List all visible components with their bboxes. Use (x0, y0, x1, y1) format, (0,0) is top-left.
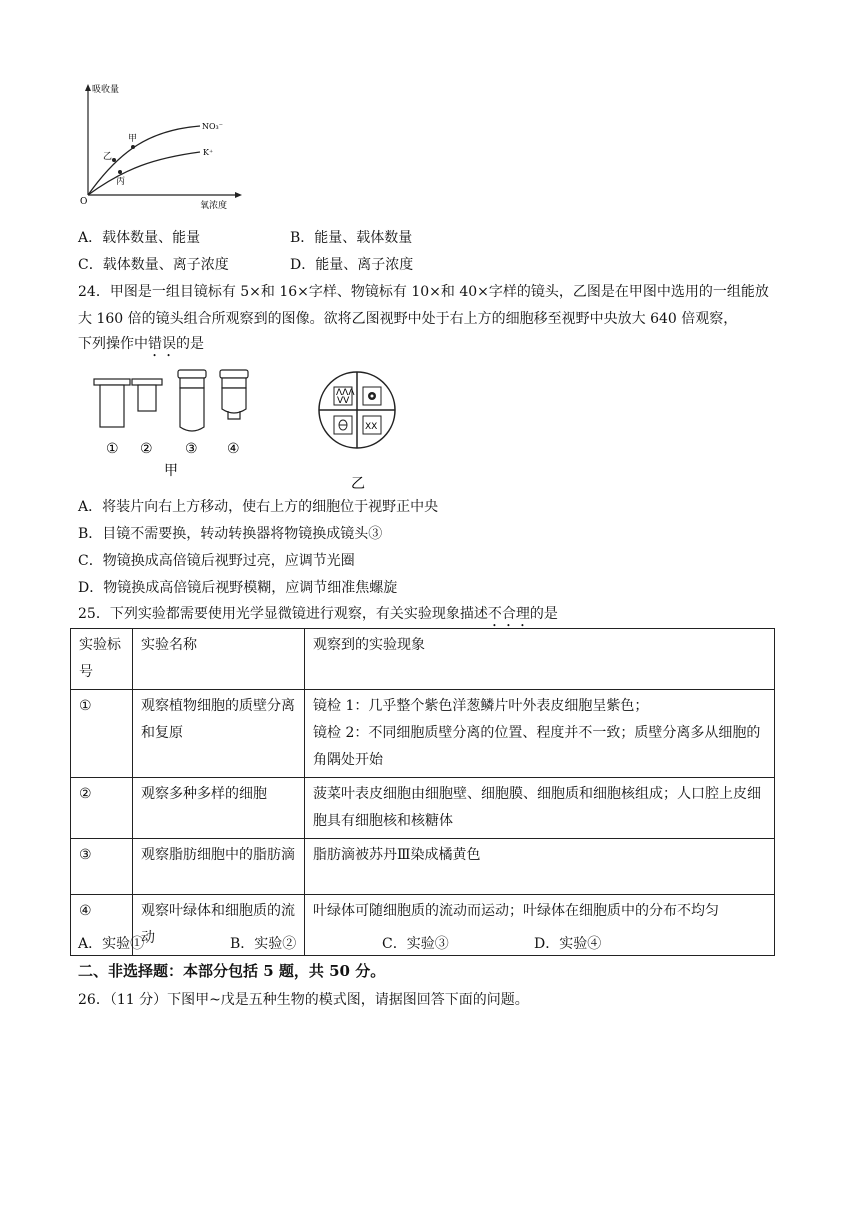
q25-stem (78, 604, 558, 630)
point-bing: 丙 (116, 177, 126, 187)
svg-text:VV: VV (337, 396, 350, 406)
q24-stem-line1: 24．甲图是一组目镜标有 5×和 16×字样、物镜标有 10×和 40×字样的镜头，乙图是在甲图中选用的一组能放 (78, 284, 769, 300)
q23-option-b: B．能量、载体数量 (290, 230, 413, 246)
lens-label-3: ③ (185, 441, 198, 457)
fig-jia-label: 甲 (164, 463, 178, 479)
svg-text:XX: XX (365, 422, 378, 432)
q24-stem-post: 的是 (176, 336, 204, 352)
q24-stem-line3 (78, 334, 204, 360)
q25-stem-emphasis: 不合理 (487, 606, 530, 622)
q25-stem-post: 的是 (529, 606, 558, 622)
svg-text:ΛΛΛ: ΛΛΛ (336, 388, 355, 398)
q25-stem-pre: 25．下列实验都需要使用光学显微镜进行观察，有关实验现象描述 (78, 606, 488, 622)
table-header-row (71, 629, 775, 690)
q23-option-a: A．载体数量、能量 (78, 230, 201, 246)
q23-option-d: D．能量、离子浓度 (290, 257, 414, 273)
row-name: 观察脂肪细胞中的脂肪滴 (133, 839, 305, 895)
row-result (305, 690, 775, 778)
q25-option-a: A．实验① (78, 936, 145, 952)
row-name: 观察植物细胞的质壁分离和复原 (133, 690, 305, 778)
table-header-name: 实验名称 (133, 629, 305, 690)
graph-origin: O (80, 197, 88, 207)
q24-stem-pre: 下列操作中 (78, 336, 148, 352)
experiment-table (70, 628, 775, 956)
row-result-line1: 镜检 1：几乎整个紫色洋葱鳞片叶外表皮细胞呈紫色； (313, 698, 649, 714)
q24-option-b: B．目镜不需要换，转动转换器将物镜换成镜头③ (78, 526, 383, 542)
curve1-label: NO₃⁻ (202, 122, 223, 131)
q24-option-a: A．将装片向右上方移动，使右上方的细胞位于视野正中央 (78, 499, 439, 515)
curve2-label: K⁺ (203, 148, 214, 157)
point-jia: 甲 (128, 134, 138, 144)
graph-xlabel: 氧浓度 (200, 201, 228, 210)
q24-stem-line2: 大 160 倍的镜头组合所观察到的图像。欲将乙图视野中处于右上方的细胞移至视野中央放大 640 倍观察， (78, 311, 738, 327)
row-result-line2: 镜检 2：不同细胞质壁分离的位置、程度并不一致；质壁分离多从细胞的角隅处开始 (313, 725, 761, 768)
microscope-view (315, 368, 405, 492)
absorption-graph (70, 80, 250, 210)
q23-option-c: C．载体数量、离子浓度 (78, 257, 229, 273)
table-row (71, 690, 775, 778)
row-result: 脂肪滴被苏丹Ⅲ染成橘黄色 (305, 839, 775, 895)
q24-stem-emphasis: 错误 (148, 336, 176, 352)
table-header-id: 实验标号 (71, 629, 133, 690)
lens-label-4: ④ (227, 441, 240, 457)
row-id: ② (71, 778, 133, 839)
q26-stem: 26．（11 分）下图甲~戊是五种生物的模式图，请据图回答下面的问题。 (78, 992, 529, 1008)
table-header-result: 观察到的实验现象 (305, 629, 775, 690)
row-id: ① (71, 690, 133, 778)
point-yi: 乙 (103, 152, 113, 162)
lens-figure (88, 365, 268, 483)
row-result: 叶绿体可随细胞质的流动而运动；叶绿体在细胞质中的分布不均匀 (305, 895, 775, 956)
table-row (71, 839, 775, 895)
table-row (71, 778, 775, 839)
row-id: ④ (71, 895, 133, 956)
q25-option-b: B．实验② (230, 936, 297, 952)
q24-option-d: D．物镜换成高倍镜后视野模糊，应调节细准焦螺旋 (78, 580, 398, 596)
q25-option-c: C．实验③ (382, 936, 449, 952)
fig-yi-label: 乙 (351, 476, 365, 492)
section-heading: 二、非选择题：本部分包括 5 题，共 50 分。 (78, 962, 386, 980)
row-name: 观察多种多样的细胞 (133, 778, 305, 839)
q24-option-c: C．物镜换成高倍镜后视野过亮，应调节光圈 (78, 553, 355, 569)
graph-ylabel: 吸收量 (92, 85, 120, 95)
lens-label-1: ① (106, 441, 119, 457)
row-name: 观察叶绿体和细胞质的流动 (133, 895, 305, 956)
lens-label-2: ② (140, 441, 153, 457)
row-id: ③ (71, 839, 133, 895)
row-result: 菠菜叶表皮细胞由细胞壁、细胞膜、细胞质和细胞核组成；人口腔上皮细胞具有细胞核和核糖体 (305, 778, 775, 839)
q25-option-d: D．实验④ (534, 936, 602, 952)
